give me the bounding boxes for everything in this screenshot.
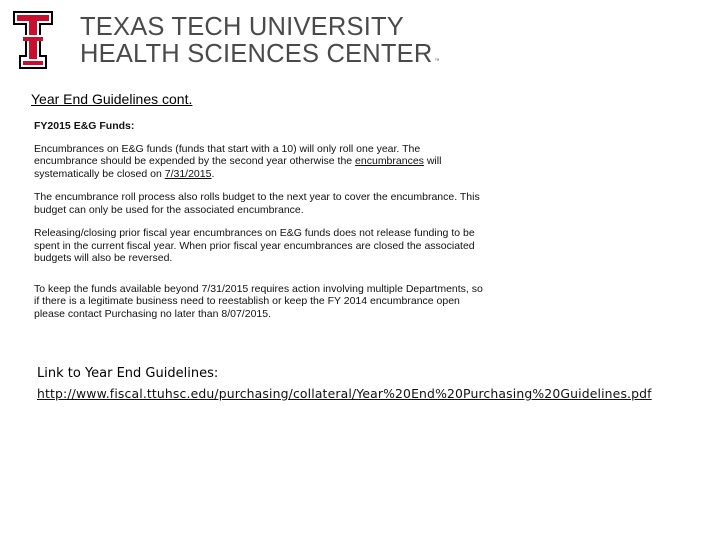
excerpt-paragraph-3: Releasing/closing prior fiscal year encumbrances on E&G funds does not release funding to be spent in the current fiscal year. When prior fiscal year encumbrances are closed the associated budgets will also be reversed. <box>34 227 475 264</box>
excerpt-paragraph-4: To keep the funds available beyond 7/31/2015 requires action involving multiple Departments, so if there is a legitimate business need to reestablish or keep the FY 2014 encumbrance open please contact Purchasing no later than 8/07/2015. <box>34 282 483 320</box>
p1-text-a: Encumbrances on E&G funds (funds that start with a 10) will only roll one year. The encumbrance should be expended by the second year otherwise the <box>34 142 421 167</box>
excerpt-heading: FY2015 E&G Funds: <box>34 120 135 132</box>
university-name-line1: TEXAS TECH UNIVERSITY <box>80 13 404 41</box>
p1-encumbrances-link: encumbrances <box>355 155 424 167</box>
excerpt-paragraph-2: The encumbrance roll process also rolls budget to the next year to cover the encumbrance. This budget can only be used for the associated encumbrance. <box>34 191 480 216</box>
guidelines-link-label: Link to Year End Guidelines: <box>37 366 219 381</box>
university-name-line2-text: HEALTH SCIENCES CENTER <box>80 40 433 68</box>
p1-text-b: will systematically be closed on <box>34 155 442 180</box>
excerpt-paragraph-1 <box>34 143 484 181</box>
guidelines-url-link[interactable]: http://www.fiscal.ttuhsc.edu/purchasing/collateral/Year%20End%20Purchasing%20Guidelines.pdf <box>37 386 652 401</box>
p1-end: . <box>211 167 215 180</box>
slide-title: Year End Guidelines cont. <box>31 91 193 107</box>
double-t-logo-icon <box>12 10 54 70</box>
university-name-line2 <box>80 42 440 68</box>
trademark-symbol: ™ <box>434 58 440 64</box>
guidelines-excerpt <box>34 120 484 331</box>
p1-date: 7/31/2015 <box>164 167 212 180</box>
